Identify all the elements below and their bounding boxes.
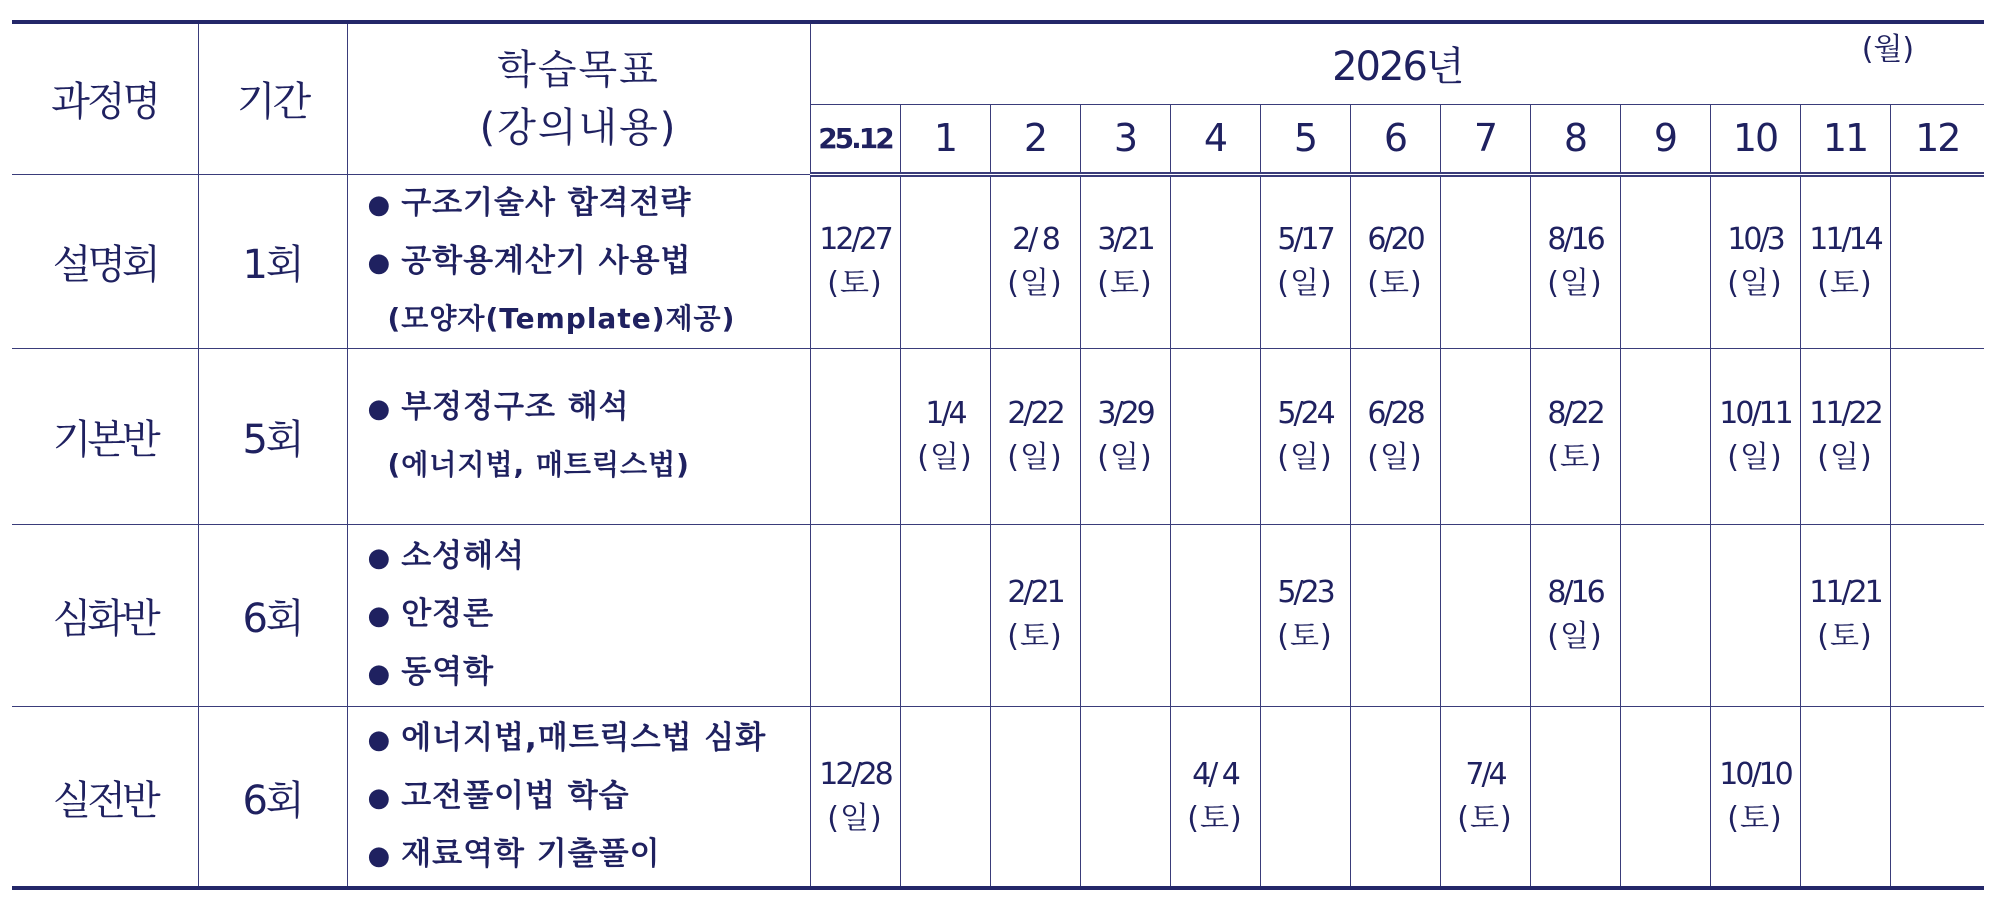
date-cell bbox=[810, 348, 900, 524]
date-text: 2/21 bbox=[1007, 575, 1063, 610]
date-cell bbox=[990, 706, 1080, 888]
date-text: 6/20 bbox=[1367, 222, 1423, 257]
date-cell bbox=[990, 174, 1080, 348]
goal-item bbox=[368, 175, 810, 233]
date-text: 8/16 bbox=[1547, 575, 1603, 610]
weekday-text: (일) bbox=[1277, 440, 1333, 475]
month-header-8: 8 bbox=[1530, 104, 1620, 174]
goal-item bbox=[368, 233, 810, 291]
table-row bbox=[12, 706, 1984, 888]
date-cell bbox=[990, 348, 1080, 524]
goal-subnote: (에너지법, 매트릭스법) bbox=[387, 448, 690, 481]
goal-item bbox=[368, 768, 810, 826]
goal-list bbox=[347, 706, 810, 888]
date-text: 6/28 bbox=[1367, 396, 1423, 431]
goal-text: 고전풀이법 학습 bbox=[401, 778, 630, 815]
date-text: 12/28 bbox=[819, 757, 891, 793]
month-header-6: 6 bbox=[1350, 104, 1440, 174]
date-cell bbox=[1350, 524, 1440, 706]
goal-text: 부정정구조 해석 bbox=[401, 389, 630, 425]
goal-text: 재료역학 기출풀이 bbox=[401, 836, 661, 873]
date-cell bbox=[1440, 174, 1530, 348]
goal-subnote: (모양자(Template)제공) bbox=[387, 302, 736, 335]
weekday-text: (일) bbox=[1367, 440, 1423, 475]
date-cell bbox=[900, 348, 990, 524]
weekday-text: (일) bbox=[1817, 440, 1873, 475]
date-text: 1/4 bbox=[925, 396, 965, 431]
month-header-0: 25.12 bbox=[810, 104, 900, 174]
date-text: 12/27 bbox=[819, 222, 891, 257]
date-text: 10/11 bbox=[1719, 396, 1791, 431]
weekday-text: (토) bbox=[1097, 266, 1153, 301]
session-count: 6회 bbox=[198, 524, 347, 706]
header-unit: (월) bbox=[1861, 32, 1915, 67]
course-name: 실전반 bbox=[12, 706, 198, 888]
month-header-9: 9 bbox=[1620, 104, 1710, 174]
session-count: 5회 bbox=[198, 348, 347, 524]
weekday-text: (일) bbox=[1727, 266, 1783, 301]
bullet-icon: ● bbox=[367, 394, 392, 424]
weekday-text: (토) bbox=[1727, 801, 1783, 837]
month-header-11: 11 bbox=[1800, 104, 1890, 174]
goal-text: 안정론 bbox=[401, 596, 495, 632]
date-cell bbox=[990, 524, 1080, 706]
date-text: 5/24 bbox=[1277, 396, 1333, 431]
date-cell bbox=[1080, 524, 1170, 706]
date-cell bbox=[1620, 706, 1710, 888]
bullet-icon: ● bbox=[367, 601, 392, 631]
goal-text: 에너지법,매트릭스법 심화 bbox=[401, 720, 767, 757]
date-cell bbox=[1260, 706, 1350, 888]
goal-item bbox=[368, 586, 810, 644]
month-header-10: 10 bbox=[1710, 104, 1800, 174]
goal-item bbox=[368, 710, 810, 768]
goal-item bbox=[368, 826, 810, 884]
date-cell bbox=[1620, 348, 1710, 524]
goal-item bbox=[368, 528, 810, 586]
date-cell bbox=[1530, 174, 1620, 348]
date-cell bbox=[1080, 706, 1170, 888]
weekday-text: (토) bbox=[1277, 619, 1333, 654]
goal-text: 동역학 bbox=[401, 654, 495, 690]
date-cell bbox=[900, 706, 990, 888]
date-cell bbox=[1350, 348, 1440, 524]
date-text: 5/23 bbox=[1277, 575, 1333, 610]
date-cell bbox=[1080, 348, 1170, 524]
date-cell bbox=[810, 524, 900, 706]
session-count: 1회 bbox=[198, 174, 347, 348]
header-year: 2026년 bbox=[1332, 44, 1463, 91]
schedule-table-frame bbox=[12, 20, 1984, 890]
weekday-text: (토) bbox=[1817, 266, 1873, 301]
goal-list bbox=[347, 174, 810, 348]
date-text: 7/4 bbox=[1465, 757, 1505, 793]
date-cell bbox=[1530, 706, 1620, 888]
date-text: 8/16 bbox=[1547, 222, 1603, 257]
date-cell bbox=[1440, 524, 1530, 706]
date-text: 11/14 bbox=[1809, 222, 1881, 257]
weekday-text: (토) bbox=[827, 266, 883, 301]
date-text: 2/22 bbox=[1007, 396, 1063, 431]
date-cell bbox=[1350, 174, 1440, 348]
weekday-text: (일) bbox=[1097, 440, 1153, 475]
date-cell bbox=[1260, 348, 1350, 524]
weekday-text: (일) bbox=[1547, 266, 1603, 301]
month-header-5: 5 bbox=[1260, 104, 1350, 174]
date-cell bbox=[810, 706, 900, 888]
bullet-icon: ● bbox=[367, 190, 392, 220]
date-cell bbox=[1800, 174, 1890, 348]
date-text: 10/3 bbox=[1727, 222, 1783, 257]
date-cell bbox=[1350, 706, 1440, 888]
bullet-icon: ● bbox=[367, 543, 392, 573]
bottom-rule bbox=[12, 886, 1984, 890]
schedule-table bbox=[12, 24, 1984, 888]
date-cell bbox=[1080, 174, 1170, 348]
header-year-cell bbox=[810, 24, 1984, 104]
course-name: 심화반 bbox=[12, 524, 198, 706]
goal-item bbox=[368, 644, 810, 702]
date-cell bbox=[1530, 348, 1620, 524]
weekday-text: (일) bbox=[1727, 440, 1783, 475]
date-cell bbox=[1620, 524, 1710, 706]
table-row bbox=[12, 348, 1984, 524]
date-text: 10/10 bbox=[1719, 757, 1791, 793]
date-cell bbox=[1620, 174, 1710, 348]
course-name: 설명회 bbox=[12, 174, 198, 348]
date-cell bbox=[1710, 524, 1800, 706]
date-cell bbox=[1890, 174, 1984, 348]
date-cell bbox=[1170, 524, 1260, 706]
date-cell bbox=[900, 174, 990, 348]
date-cell bbox=[1170, 174, 1260, 348]
date-cell bbox=[1800, 348, 1890, 524]
date-cell bbox=[1800, 524, 1890, 706]
date-cell bbox=[900, 524, 990, 706]
weekday-text: (일) bbox=[827, 801, 883, 837]
date-cell bbox=[1890, 524, 1984, 706]
header-course: 과정명 bbox=[12, 24, 198, 174]
date-text: 11/21 bbox=[1809, 575, 1881, 610]
header-duration: 기간 bbox=[198, 24, 347, 174]
month-header-4: 4 bbox=[1170, 104, 1260, 174]
weekday-text: (일) bbox=[1547, 619, 1603, 654]
date-cell bbox=[1710, 174, 1800, 348]
date-text: 2/ 8 bbox=[1012, 222, 1058, 257]
weekday-text: (일) bbox=[1007, 440, 1063, 475]
goal-item bbox=[368, 379, 810, 437]
goal-list bbox=[347, 524, 810, 706]
date-text: 4/ 4 bbox=[1192, 757, 1238, 793]
weekday-text: (일) bbox=[917, 440, 973, 475]
header-goal bbox=[347, 24, 810, 174]
session-count: 6회 bbox=[198, 706, 347, 888]
date-cell bbox=[1170, 706, 1260, 888]
date-cell bbox=[1710, 348, 1800, 524]
bullet-icon: ● bbox=[367, 659, 392, 689]
bullet-icon: ● bbox=[367, 841, 392, 872]
weekday-text: (토) bbox=[1007, 619, 1063, 654]
course-name: 기본반 bbox=[12, 348, 198, 524]
weekday-text: (일) bbox=[1277, 266, 1333, 301]
date-text: 3/29 bbox=[1097, 396, 1153, 431]
weekday-text: (토) bbox=[1547, 440, 1603, 475]
weekday-text: (토) bbox=[1817, 619, 1873, 654]
month-header-3: 3 bbox=[1080, 104, 1170, 174]
date-cell bbox=[810, 174, 900, 348]
table-row bbox=[12, 174, 1984, 348]
goal-list bbox=[347, 348, 810, 524]
month-header-1: 1 bbox=[900, 104, 990, 174]
date-cell bbox=[1440, 348, 1530, 524]
weekday-text: (토) bbox=[1457, 801, 1513, 837]
weekday-text: (일) bbox=[1007, 266, 1063, 301]
weekday-text: (토) bbox=[1367, 266, 1423, 301]
date-cell bbox=[1890, 706, 1984, 888]
bullet-icon: ● bbox=[367, 725, 392, 756]
date-text: 11/22 bbox=[1809, 396, 1881, 431]
month-header-12: 12 bbox=[1890, 104, 1984, 174]
month-header-2: 2 bbox=[990, 104, 1080, 174]
date-cell bbox=[1440, 706, 1530, 888]
date-text: 8/22 bbox=[1547, 396, 1603, 431]
bullet-icon: ● bbox=[367, 783, 392, 814]
bullet-icon: ● bbox=[367, 248, 392, 278]
date-cell bbox=[1260, 174, 1350, 348]
goal-text: 소성해석 bbox=[401, 538, 525, 574]
goal-text: 구조기술사 합격전략 bbox=[401, 185, 692, 221]
header-goal-line2: (강의내용) bbox=[479, 104, 678, 151]
month-header-7: 7 bbox=[1440, 104, 1530, 174]
date-text: 5/17 bbox=[1277, 222, 1333, 257]
goal-text: 공학용계산기 사용법 bbox=[401, 243, 692, 279]
date-cell bbox=[1890, 348, 1984, 524]
table-row bbox=[12, 524, 1984, 706]
header-goal-line1: 학습목표 bbox=[497, 46, 660, 93]
date-text: 3/21 bbox=[1097, 222, 1153, 257]
date-cell bbox=[1800, 706, 1890, 888]
date-cell bbox=[1530, 524, 1620, 706]
weekday-text: (토) bbox=[1187, 801, 1243, 837]
date-cell bbox=[1170, 348, 1260, 524]
date-cell bbox=[1260, 524, 1350, 706]
date-cell bbox=[1710, 706, 1800, 888]
